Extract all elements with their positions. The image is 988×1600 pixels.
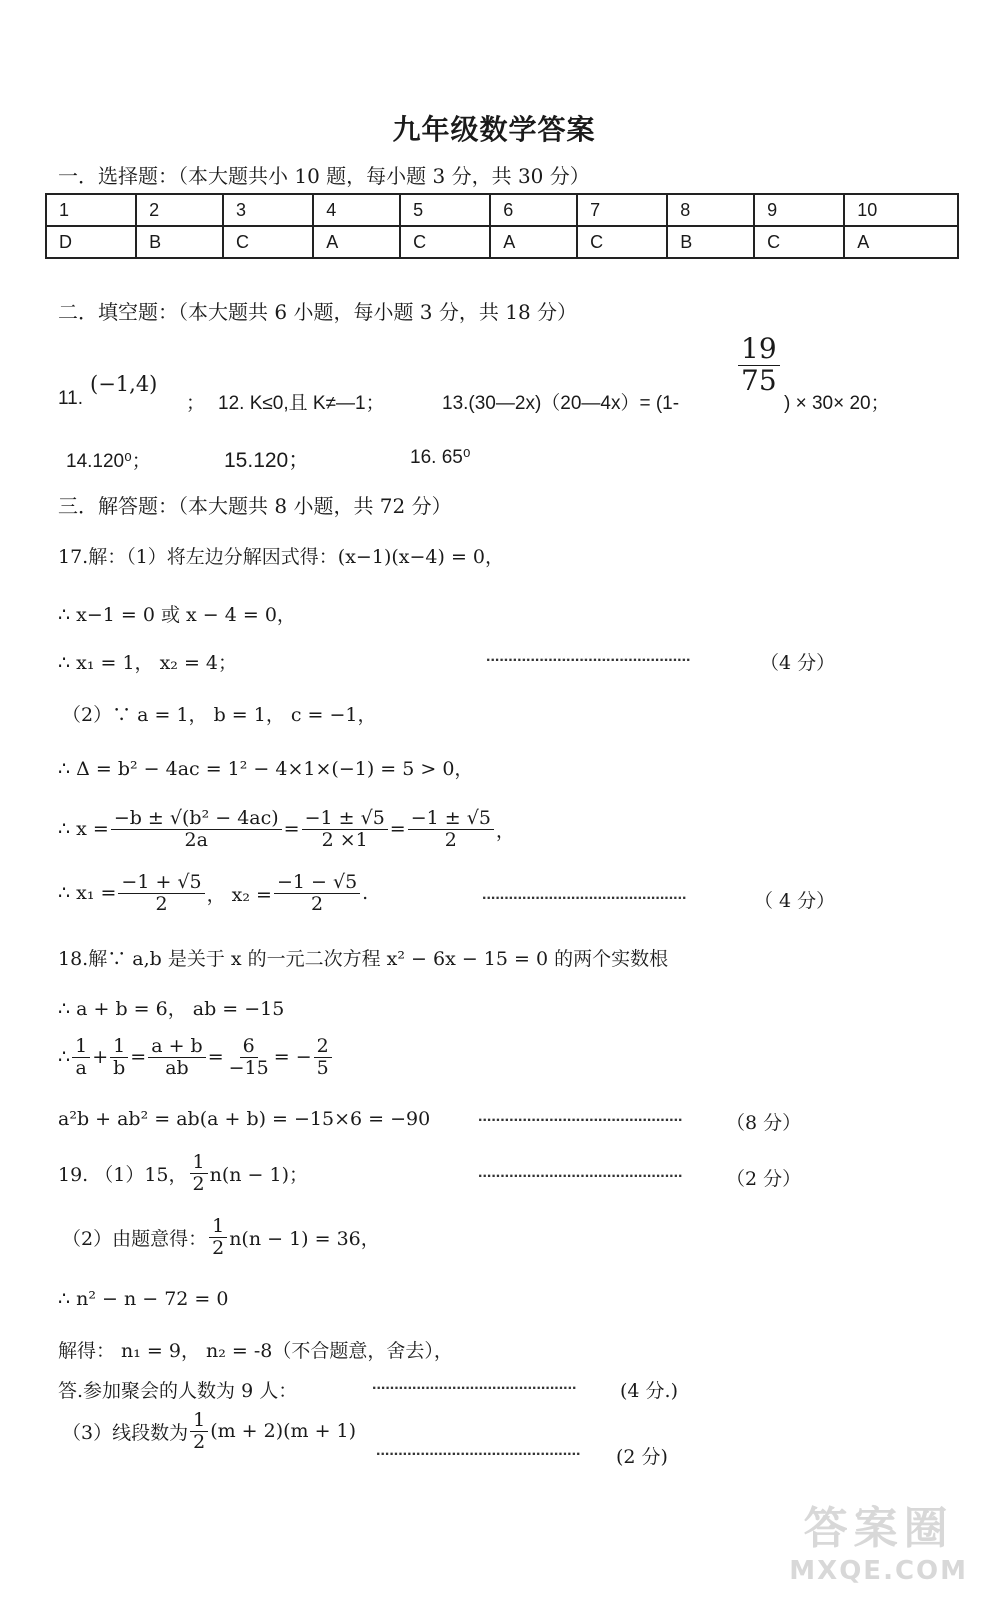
fraction-numerator: 2	[314, 1036, 332, 1058]
table-cell: C	[577, 226, 667, 258]
fraction-denominator: ab	[165, 1056, 189, 1079]
q17-line-7: ∴ x₁ = $\frac{-1 + √5}{2}$ ， x₂ = $\frac{-1 - √5}{2}$ .	[58, 871, 369, 915]
q19-line-2-prefix: （2）由题意得：	[62, 1227, 208, 1250]
q19-score-3: (2 分)	[616, 1446, 668, 1468]
q19-line-6-suffix: (m + 2)(m + 1)	[210, 1420, 357, 1443]
q17-line-4: （2）∵ a = 1， b = 1， c = −1，	[62, 704, 377, 726]
fraction-numerator: 1	[190, 1152, 208, 1174]
q13-prefix: 13.(30—2x)（20—4x）= (1-	[442, 393, 680, 414]
q18-line-4: a²b + ab² = ab(a + b) = −15×6 = −90	[58, 1108, 431, 1130]
fraction-numerator: 1	[110, 1036, 128, 1058]
table-row-numbers	[46, 194, 958, 226]
page-title: 九年级数学答案	[392, 113, 596, 146]
q13-suffix: ) × 30× 20；	[784, 393, 890, 414]
fraction-numerator: −1 + √5	[118, 872, 204, 894]
table-cell: 2	[136, 194, 223, 226]
table-cell: A	[490, 226, 577, 258]
q19-line-1-prefix: 19. （1）15，	[58, 1163, 188, 1186]
fraction-numerator: 6	[240, 1036, 258, 1058]
q19-score-2: (4 分.)	[620, 1380, 678, 1402]
q13-numerator: 19	[738, 334, 780, 366]
q11-value: (−1,4)	[90, 372, 158, 396]
q17-line-6: ∴ x = $\frac{\text{−b ± √(b² − 4ac)}}{2a}$ = $\frac{-1 \pm √5}{2 \times 1}$ = $\frac{-1 \pm √5}{2}$ ，	[58, 807, 515, 851]
q19-line-6	[62, 1410, 356, 1453]
q17-line-2: ∴ x−1 = 0 或 x − 4 = 0，	[58, 604, 296, 626]
q18-line-3: ∴ $\frac{1}{a}$ + $\frac{1}{b}$ = $\frac{a + b}{ab}$ = $\frac{6}{-15}$ = − $\frac{2}{5}$	[58, 1036, 334, 1079]
table-cell: 9	[754, 194, 844, 226]
q13-fraction	[736, 334, 782, 397]
q18-line-1: 18.解∵ a,b 是关于 x 的一元二次方程 x² − 6x − 15 = 0 的两个实数根	[58, 948, 669, 970]
q17-score-1: （4 分）	[760, 652, 836, 674]
table-cell: 3	[223, 194, 313, 226]
table-cell: A	[313, 226, 400, 258]
q14-answer: 14.120⁰；	[66, 451, 151, 472]
score-leader-dots: ..............................................	[376, 1442, 581, 1459]
fraction-denominator: 2	[311, 892, 324, 915]
table-cell: B	[136, 226, 223, 258]
q13-denominator: 75	[741, 363, 777, 397]
table-cell: 5	[400, 194, 490, 226]
fraction-denominator: 5	[316, 1056, 329, 1079]
q19-score-1: （2 分）	[726, 1168, 802, 1190]
fraction-denominator: −15	[228, 1056, 269, 1079]
fraction-denominator: 2	[444, 828, 457, 851]
q19-line-4: 解得： n₁ = 9， n₂ = -8（不合题意，舍去），	[58, 1340, 453, 1362]
fraction-denominator: b	[113, 1056, 126, 1079]
q19-line-3: ∴ n² − n − 72 = 0	[58, 1288, 229, 1310]
table-cell: 7	[577, 194, 667, 226]
q17-line-5: ∴ Δ = b² − 4ac = 1² − 4×1×(−1) = 5 > 0，	[58, 758, 474, 780]
fraction-denominator: 2a	[184, 828, 208, 851]
score-leader-dots: ..............................................	[486, 648, 691, 665]
table-cell: B	[667, 226, 754, 258]
table-cell: A	[844, 226, 958, 258]
q18-line-2: ∴ a + b = 6， ab = −15	[58, 998, 285, 1020]
q17-line-7-mid: ， x₂ =	[206, 883, 272, 906]
fraction-numerator: 1	[190, 1410, 208, 1432]
fraction-numerator: −b ± √(b² − 4ac)	[111, 808, 282, 830]
q19-line-6-prefix: （3）线段数为	[62, 1421, 189, 1444]
score-leader-dots: ..............................................	[372, 1376, 577, 1393]
section-2-heading: 二．填空题：（本大题共 6 小题，每小题 3 分，共 18 分）	[58, 300, 578, 324]
fraction-denominator: 2 ×1	[321, 828, 368, 851]
fraction-numerator: a + b	[148, 1036, 206, 1058]
table-cell: 4	[313, 194, 400, 226]
q18-line-3-prefix: ∴	[58, 1046, 71, 1069]
fraction-denominator: a	[75, 1056, 87, 1079]
fraction-numerator: 1	[209, 1216, 227, 1238]
q19-line-1-suffix: n(n − 1)；	[209, 1163, 309, 1186]
table-row-answers	[46, 226, 958, 258]
fraction-numerator: −1 ± √5	[302, 808, 388, 830]
fraction-denominator: 2	[192, 1172, 205, 1195]
score-leader-dots: ..............................................	[478, 1164, 683, 1181]
table-cell: 6	[490, 194, 577, 226]
fraction-numerator: −1 ± √5	[408, 808, 494, 830]
q17-line-1: 17.解：（1）将左边分解因式得：(x−1)(x−4) = 0，	[58, 546, 504, 568]
watermark-logo	[789, 1492, 968, 1586]
q17-line-3: ∴ x₁ = 1， x₂ = 4；	[58, 652, 238, 674]
fraction-numerator: 1	[72, 1036, 90, 1058]
fraction-denominator: 2	[193, 1430, 206, 1453]
q19-line-2-suffix: n(n − 1) = 36，	[229, 1227, 380, 1250]
table-cell: 8	[667, 194, 754, 226]
q17-score-2: （ 4 分）	[754, 890, 836, 912]
fraction-denominator: 2	[212, 1236, 225, 1259]
fraction-numerator: −1 − √5	[274, 872, 360, 894]
table-cell: 1	[46, 194, 136, 226]
q16-answer: 16. 65⁰	[410, 447, 471, 468]
q11-label: 11.	[58, 388, 84, 409]
table-cell: C	[400, 226, 490, 258]
answer-table	[45, 193, 959, 259]
watermark-line-1: 答案圈	[803, 1503, 954, 1554]
section-3-heading: 三．解答题：（本大题共 8 小题，共 72 分）	[58, 494, 452, 518]
table-cell: C	[223, 226, 313, 258]
table-cell: C	[754, 226, 844, 258]
section-1-heading: 一．选择题：（本大题共小 10 题，每小题 3 分，共 30 分）	[58, 164, 590, 188]
table-cell: D	[46, 226, 136, 258]
q19-line-1	[58, 1152, 308, 1195]
q19-line-2	[62, 1216, 380, 1259]
q18-score: （8 分）	[726, 1112, 802, 1134]
q11-separator: ；	[186, 393, 206, 414]
fraction-denominator: 2	[155, 892, 168, 915]
score-leader-dots: ..............................................	[482, 886, 687, 903]
q12-answer: 12. K≤0,且 K≠—1；	[218, 393, 385, 414]
q17-line-7-prefix: ∴ x₁ =	[58, 882, 117, 905]
q17-line-6-prefix: ∴ x =	[58, 818, 109, 841]
score-leader-dots: ..............................................	[478, 1108, 683, 1125]
watermark-line-2: MXQE.COM	[789, 1556, 968, 1586]
table-cell: 10	[844, 194, 958, 226]
q19-line-5: 答.参加聚会的人数为 9 人：	[58, 1380, 298, 1402]
q15-answer: 15.120；	[224, 449, 310, 472]
